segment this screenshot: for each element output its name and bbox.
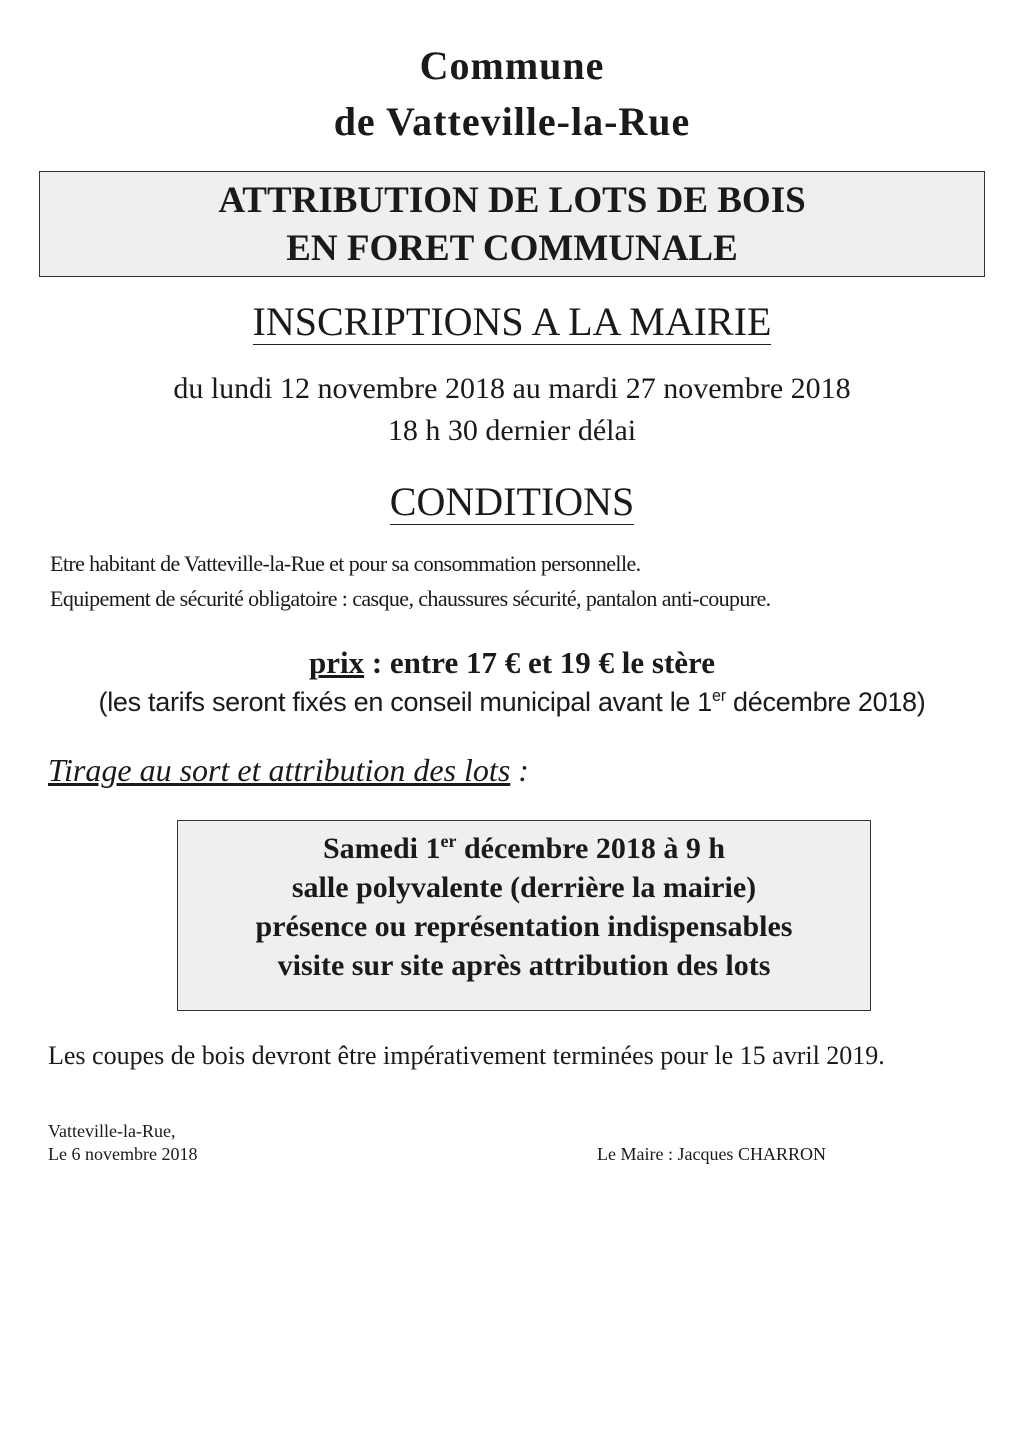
- title-line-1: ATTRIBUTION DE LOTS DE BOIS: [218, 180, 806, 221]
- signing-place: Vatteville-la-Rue,: [48, 1121, 176, 1141]
- title-box: [39, 171, 985, 277]
- price-note-after: décembre 2018): [725, 687, 926, 717]
- conditions-heading: [0, 478, 1024, 525]
- price-range: : entre 17 € et 19 € le stère: [364, 645, 716, 680]
- event-date: [178, 829, 870, 868]
- event-date-sup: er: [440, 831, 457, 851]
- draw-heading-text: Tirage au sort et attribution des lots: [48, 752, 511, 788]
- event-site-visit: visite sur site après attribution des lots: [277, 949, 771, 982]
- mayor-signature: Le Maire : Jacques CHARRON: [597, 1144, 826, 1164]
- event-location: salle polyvalente (derrière la mairie): [291, 871, 757, 904]
- price-line: [0, 645, 1024, 681]
- draw-heading-suffix: :: [510, 752, 529, 788]
- cutting-deadline: Les coupes de bois devront être impérativement terminées pour le 15 avril 2019.: [48, 1041, 885, 1070]
- price-label: prix: [308, 645, 365, 680]
- event-date-before: Samedi 1: [322, 832, 441, 865]
- registration-dates: du lundi 12 novembre 2018 au mardi 27 novembre 2018: [173, 372, 851, 405]
- title-line-2: EN FORET COMMUNALE: [286, 228, 738, 269]
- event-attendance: présence ou représentation indispensables: [255, 910, 793, 943]
- signing-date: Le 6 novembre 2018: [48, 1144, 198, 1164]
- event-box: [177, 820, 871, 1011]
- inscriptions-heading-text: INSCRIPTIONS A LA MAIRIE: [252, 299, 772, 344]
- condition-equipment: Equipement de sécurité obligatoire : casque, chaussures sécurité, pantalon anti-coupure.: [50, 586, 771, 611]
- price-note-sup: er: [712, 687, 726, 705]
- commune-name: de Vatteville-la-Rue: [333, 99, 691, 144]
- inscriptions-heading: [0, 298, 1024, 345]
- price-note: [0, 687, 1024, 718]
- condition-residency: Etre habitant de Vatteville-la-Rue et pour sa consommation personnelle.: [50, 551, 641, 576]
- event-date-after: décembre 2018 à 9 h: [456, 832, 726, 865]
- conditions-heading-text: CONDITIONS: [389, 479, 635, 524]
- registration-deadline: 18 h 30 dernier délai: [387, 414, 637, 447]
- draw-heading: [48, 752, 529, 789]
- commune-title: Commune: [419, 43, 605, 88]
- price-note-before: (les tarifs seront fixés en conseil municipal avant le 1: [98, 687, 713, 717]
